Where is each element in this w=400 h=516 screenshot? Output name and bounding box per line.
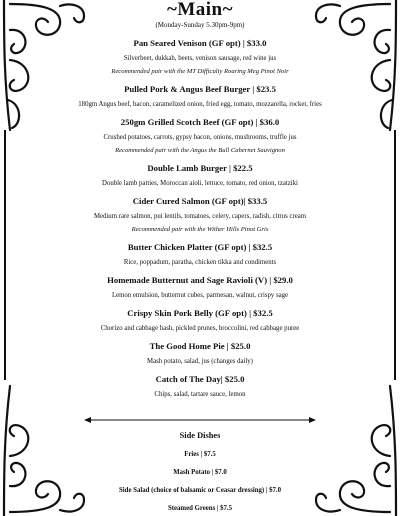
dish-name: Double Lamb Burger | $22.5: [147, 163, 253, 173]
side-dish-item: Fries | $7.5: [184, 451, 216, 458]
service-hours: (Monday-Sunday 5.30pm-9pm): [155, 21, 245, 29]
dish-description: Silverbeet, dukkah, beets, venison sausage, red wine jus: [123, 55, 277, 62]
wine-pairing: Recommended pair with the MT Difficulty Roaring Meg Pinot Noir: [111, 68, 289, 75]
dish-description: Mash potato, salad, jus (changes daily): [147, 358, 253, 365]
menu-title: ~Main~: [166, 0, 234, 20]
menu-content: [44, 0, 356, 514]
dish-description: Rice, poppadum, paratha, chicken tikka and condiments: [123, 259, 277, 266]
side-dish-item: Steamed Greens | $7.5: [167, 505, 233, 512]
dish-name: Homemade Butternut and Sage Ravioli (V) | $29.0: [107, 275, 293, 285]
dish-name: Catch of The Day| $25.0: [155, 374, 245, 384]
dish-name: Pulled Pork & Angus Beef Burger | $23.5: [124, 84, 276, 94]
wine-pairing: Recommended pair with the Wither Hills Pinot Gris: [131, 226, 269, 233]
border-line-right: [388, 130, 400, 380]
dish-name: Crispy Skin Pork Belly (GF opt) | $32.5: [127, 308, 273, 318]
side-dish-item: Mash Potato | $7.0: [173, 469, 227, 476]
dish-name: Cider Cured Salmon (GF opt)| $33.5: [132, 196, 268, 206]
border-line-left: [0, 130, 12, 380]
dish-description: Double lamb patties, Moroccan aioli, lettuce, tomato, red onion, tzatziki: [102, 180, 298, 187]
dish-name: 250gm Grilled Scotch Beef (GF opt) | $36.0: [120, 117, 280, 127]
dish-name: Butter Chicken Platter (GF opt) | $32.5: [127, 242, 273, 252]
side-dishes-heading: Side Dishes: [179, 431, 221, 440]
double-arrow-divider: [44, 415, 356, 425]
dish-description: Chorizo and cabbage hash, pickled prunes, broccolini, red cabbage puree: [100, 325, 300, 332]
section-divider: [44, 412, 356, 422]
dish-description: 180gm Angus beef, bacon, caramelized onion, fried egg, tomato, mozzarella, rocket, fries: [78, 101, 322, 108]
dish-description: Lemon emulsion, butternut cubes, parmesan, walnut, crispy sage: [111, 292, 289, 299]
dish-name: Pan Seared Venison (GF opt) | $33.0: [133, 38, 267, 48]
side-dish-item: Side Salad (choice of balsamic or Ceasar dressing) | $7.0: [119, 487, 281, 494]
dish-description: Chips, salad, tartare sauce, lemon: [154, 391, 246, 398]
dish-description: Crushed potatoes, carrots, gypsy bacon, onions, mushrooms, truffle jus: [103, 134, 297, 141]
dish-description: Medium rare salmon, pui lentils, tomatoes, celery, capers, radish, citrus cream: [93, 213, 307, 220]
wine-pairing: Recommended pair with the Angus the Bull Cabernet Sauvignon: [115, 147, 285, 154]
dish-name: The Good Home Pie | $25.0: [149, 341, 251, 351]
